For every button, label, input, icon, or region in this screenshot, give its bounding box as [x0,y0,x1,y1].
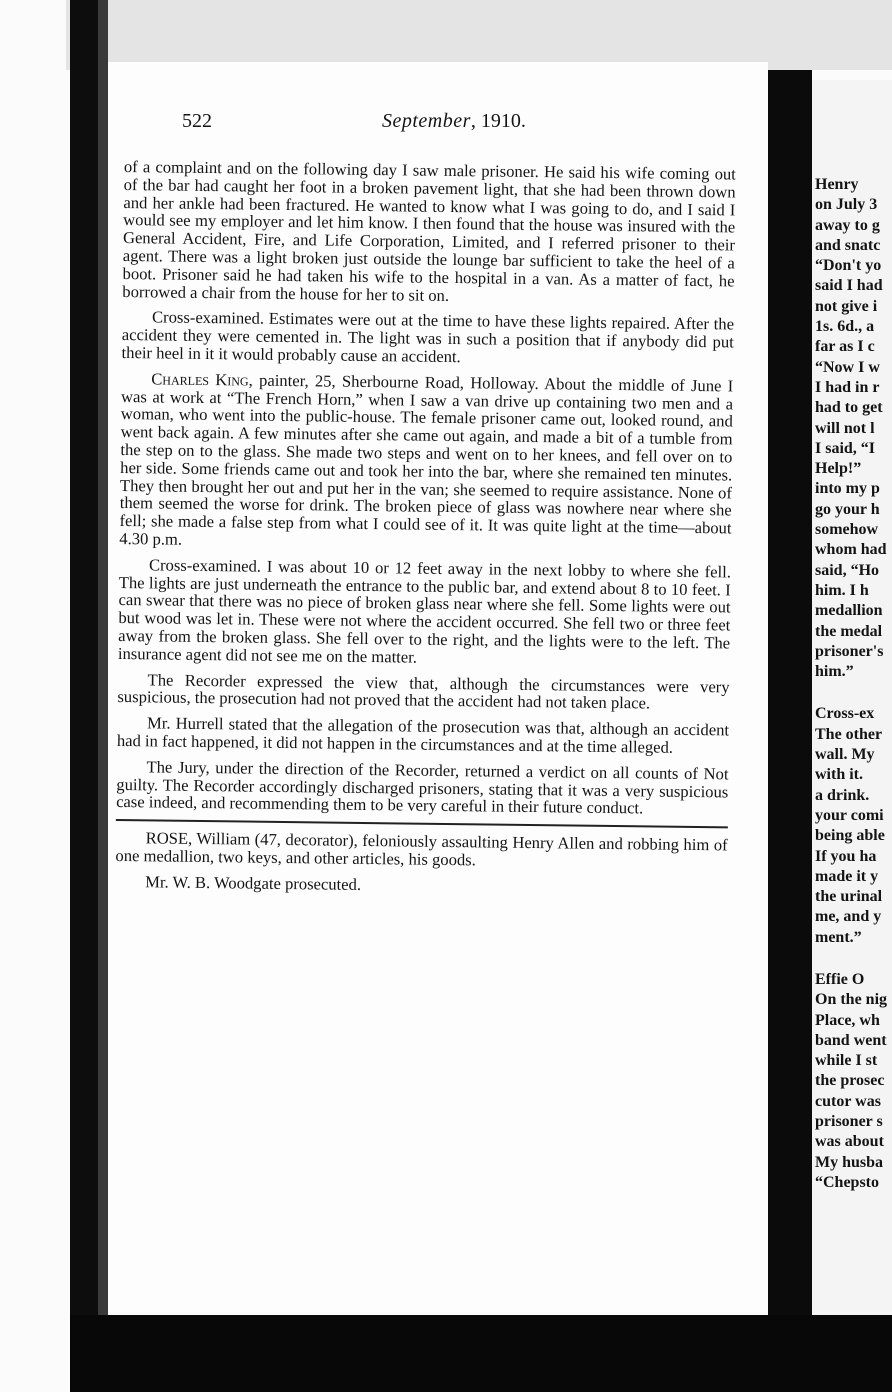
running-title [382,110,526,133]
witness-name: Charles King [151,369,249,390]
facing-line: Henry [815,176,859,193]
facing-line: away to g [815,216,880,234]
facing-line: being able [815,827,885,845]
main-text-column [115,158,736,906]
witness-paragraph-charles-king [119,370,733,555]
facing-line: on July 3 [815,196,878,214]
facing-line: “Chepsto [815,1173,880,1191]
witness-testimony: , painter, 25, Sherbourne Road, Holloway. About the middle of June I was at work at “The French Horn,” when I saw a van drive up containing two men and a woman, who went into the public-house. The female prisoner came out, looked round, and went back again. A few minutes after she came out again, and made a bit of a tumble from the step on to the glass. She made two steps and went on to her knees, and fell over on to her side. Some friends came out and took her into the bar, where she remained ten minutes. They then brought her out and put her in the van; she seemed to require assistance. None of them seemed the worse for drink. The broken piece of glass was nowhere near where she fell; she made a false step from what I could see of it. It was quite light at the time—about 4.30 p.m. [119,370,734,549]
facing-line: far as I c [815,338,875,356]
facing-line: him. I h [815,581,869,599]
facing-line: band went [815,1031,887,1049]
facing-line: medallion [815,602,883,620]
facing-line: your comi [815,806,884,824]
counsel-line: Mr. W. B. Woodgate prosecuted. [145,872,362,894]
facing-line: said I had [815,277,883,295]
section-divider [116,819,728,828]
facing-line: Place, wh [815,1011,880,1029]
facing-paragraph-gap [815,948,889,970]
facing-line: If you ha [815,847,877,865]
facing-line: and snatc [815,236,881,254]
facing-line: will not l [815,419,875,437]
indictment-paragraph: ROSE, William (47, decorator), feloniously assaulting Henry Allen and robbing him of one medallion, two keys, and other articles, his goods. [115,828,728,870]
book-spine-shade [98,0,108,1392]
facing-line: prisoner's [815,642,884,660]
scanner-top-shade [66,0,892,70]
facing-line: a drink. [815,786,870,804]
facing-line: the medal [815,622,883,640]
facing-line: 1s. 6d., a [815,318,875,336]
cross-examination-paragraph-1: Cross-examined. Estimates were out at the time to have these lights repaired. After the accident they were cemented in. The light was in such a position that if anybody did put their heel in it it would probably cause an accident. [121,307,735,367]
gutter-shadow [768,70,812,1315]
facing-line: cutor was [815,1092,881,1110]
facing-line: The other [815,725,883,743]
facing-line: was about [815,1133,884,1151]
facing-paragraph-gap [815,682,889,704]
hurrell-statement-paragraph: Mr. Hurrell stated that the allegation of the prosecution was that, although an accident had in fact happened, it did not happen in the circumstances and at the time alleged. [116,713,730,757]
bottom-dark-band [70,1315,892,1392]
facing-line: me, and y [815,908,882,926]
cross-examination-paragraph-2: Cross-examined. I was about 10 or 12 feet away in the next lobby to where she fell. The lights are just underneath the entrance to the public bar, and extend about 8 to 10 feet. I can swear that there was no piece of broken glass near where she fell. Some lights were out but wood was let in. These were not where the accident occurred. She fell two or three feet away from the broken glass. She fell over to the right, and the lights were to the left. The insurance agent did not see me on the matter. [117,555,732,667]
facing-line: My husba [815,1153,884,1171]
facing-line: prisoner s [815,1113,883,1131]
facing-line: not give i [815,297,878,315]
facing-line: go your h [815,500,880,518]
facing-line: with it. [815,766,863,784]
facing-line: the prosec [815,1072,885,1090]
facing-line: the urinal [815,888,883,906]
page-header [182,110,742,140]
facing-line: “Now I w [815,358,880,376]
facing-line: had to get [815,399,883,417]
facing-line: ment.” [815,928,862,946]
facing-line: Effie O [815,970,865,988]
testimony-paragraph-1: of a complaint and on the following day I saw male prisoner. He said his wife coming out of the bar had caught her foot in a broken pavement light, that she had been thrown down and her ankle had been fractured. He wanted to know what I was going to do, and I said I would see my employer and let him know. I then found that the house was insured with the General Accident, Fire, and Life Corporation, Limited, and I referred prisoner to their agent. There was a light broken just outside the lounge bar sufficient to take the heel of a boot. Prisoner said he had taken his wife to the hospital in a van. As a matter of fact, he borrowed a chair from the house for her to sit on. [122,157,736,305]
facing-line: I had in r [815,378,880,396]
facing-line: made it y [815,867,879,885]
facing-page-column [815,175,889,1193]
facing-line: Help!” [815,460,862,478]
facing-line: I said, “I [815,439,876,457]
facing-line: Cross-ex [815,705,875,723]
verdict-paragraph: The Jury, under the direction of the Recorder, returned a verdict on all counts of Not guilty. The Recorder accordingly discharged prisoners, stating that it was a very suspicious case indeed, and recommending them to be very careful in their future conduct. [116,757,729,818]
book-spine-edge [70,0,98,1392]
running-title-year: , 1910. [470,110,526,132]
facing-line: somehow [815,521,879,539]
facing-line: while I st [815,1052,878,1070]
recorder-view-paragraph: The Recorder expressed the view that, although the circumstances were very suspicious, the prosecution had not proved that the accident had not taken place. [117,669,730,713]
facing-line: said, “Ho [815,561,880,579]
running-title-month: September [382,110,471,132]
page-number: 522 [182,110,212,132]
facing-line: whom had [815,541,887,559]
facing-line: into my p [815,480,880,498]
facing-line: him.” [815,663,854,681]
facing-line: wall. My [815,746,875,764]
facing-line: “Don't yo [815,257,882,275]
facing-line: On the nig [815,991,888,1009]
